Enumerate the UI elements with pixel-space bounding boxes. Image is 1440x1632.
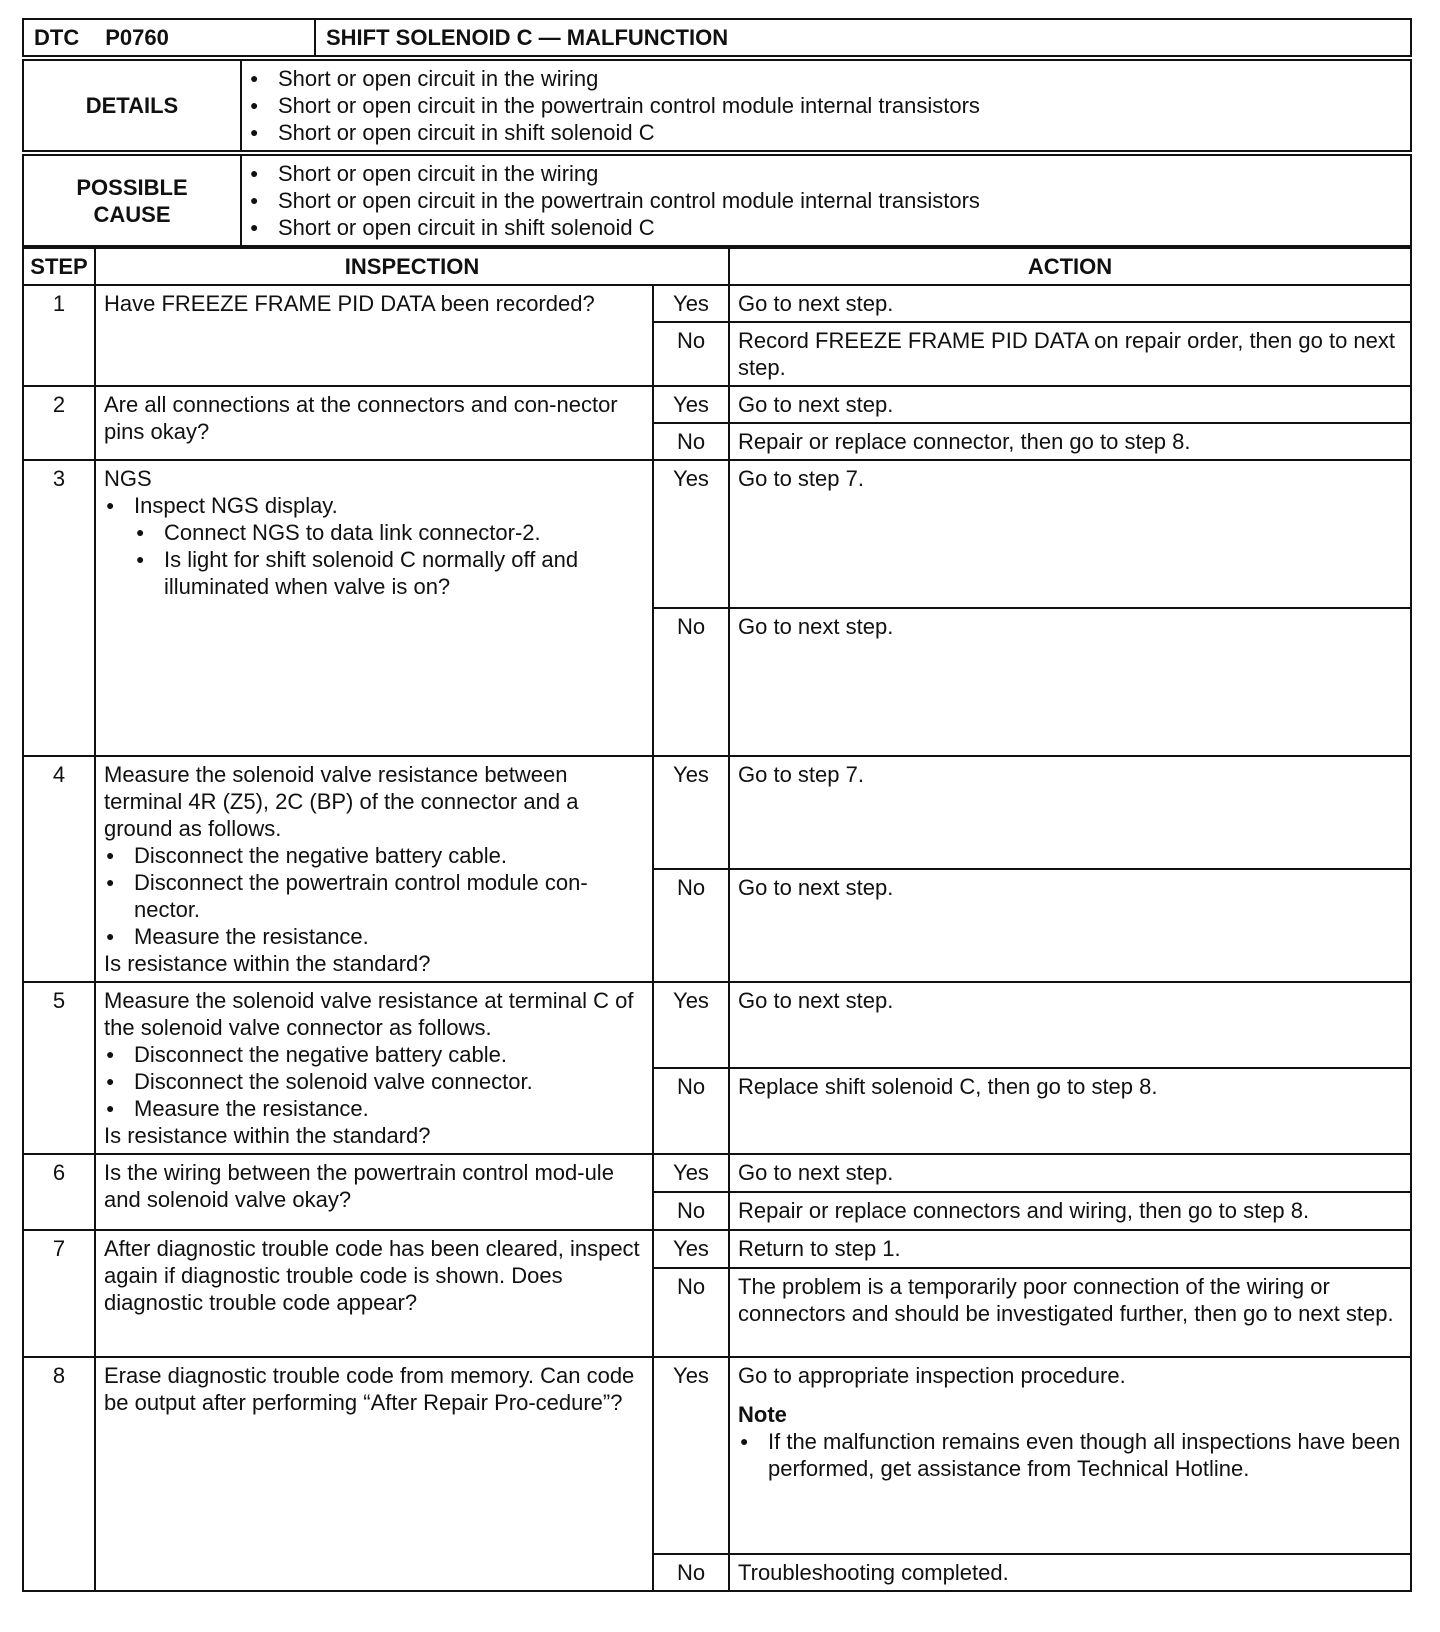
possible-cause-label: [23, 155, 241, 246]
step-number: 5: [23, 982, 95, 1154]
step-bullets: [104, 1041, 644, 1122]
step-sub-bullet: ● Is light for shift solenoid C normally off and illuminated when valve is on?: [164, 546, 644, 600]
no-action: The problem is a temporarily poor connection of the wiring or connectors and should be investigated further, then go to next step.: [729, 1268, 1411, 1357]
dtc-sheet: [22, 18, 1412, 1592]
possible-cause-list-cell: [241, 155, 1411, 246]
step-bullet: ● Disconnect the solenoid valve connector.: [134, 1068, 644, 1095]
step-number: 7: [23, 1230, 95, 1357]
step-intro: Measure the solenoid valve resistance at terminal C of the solenoid valve connector as follows.: [104, 988, 634, 1040]
no-label: No: [653, 1192, 729, 1230]
step-row: [23, 1230, 1411, 1268]
possible-cause-item: ● Short or open circuit in the wiring: [278, 160, 1402, 187]
yes-label: Yes: [653, 386, 729, 423]
no-label: No: [653, 608, 729, 756]
step-number: 1: [23, 285, 95, 386]
no-action: Repair or replace connector, then go to step 8.: [729, 423, 1411, 460]
step-bullet: ● Measure the resistance.: [134, 1095, 644, 1122]
step-row: [23, 460, 1411, 608]
step-inspection: Erase diagnostic trouble code from memory. Can code be output after performing “After Repair Pro-cedure”?: [95, 1357, 653, 1591]
yes-label: Yes: [653, 1230, 729, 1268]
no-label: No: [653, 322, 729, 386]
possible-cause-label-line2: CAUSE: [93, 201, 171, 227]
details-item: ● Short or open circuit in the wiring: [278, 65, 1402, 92]
inspection-table: [22, 247, 1412, 1592]
step-number: 4: [23, 756, 95, 982]
inspection-table-header: [23, 248, 1411, 285]
possible-cause-item: ● Short or open circuit in the powertrain control module internal transistors: [278, 187, 1402, 214]
dtc-cell: [23, 19, 315, 56]
details-table: [22, 59, 1412, 152]
step-bullet: ● Disconnect the powertrain control module con-nector.: [134, 869, 644, 923]
step-number: 8: [23, 1357, 95, 1591]
dtc-title: SHIFT SOLENOID C — MALFUNCTION: [315, 19, 1411, 56]
no-action: Record FREEZE FRAME PID DATA on repair order, then go to next step.: [729, 322, 1411, 386]
step-number: 3: [23, 460, 95, 756]
step-inspection: Have FREEZE FRAME PID DATA been recorded?: [95, 285, 653, 386]
step-sub-bullet: ● Connect NGS to data link connector-2.: [164, 519, 644, 546]
note-title: Note: [738, 1402, 787, 1427]
details-list: [250, 65, 1402, 146]
dtc-label: DTC: [34, 25, 80, 50]
yes-label: Yes: [653, 1357, 729, 1554]
no-action: Repair or replace connectors and wiring, then go to step 8.: [729, 1192, 1411, 1230]
yes-action: Go to next step.: [729, 982, 1411, 1068]
yes-label: Yes: [653, 285, 729, 322]
yes-action: Go to step 7.: [729, 460, 1411, 608]
header-table: [22, 18, 1412, 57]
step-inspection: [95, 756, 653, 982]
no-label: No: [653, 423, 729, 460]
step-bullet: ● Disconnect the negative battery cable.: [134, 842, 644, 869]
step-row: [23, 386, 1411, 423]
step-row: [23, 756, 1411, 869]
step-row: [23, 285, 1411, 322]
details-label: DETAILS: [23, 60, 241, 151]
yes-label: Yes: [653, 756, 729, 869]
step-bullet: ● Inspect NGS display.: [134, 492, 644, 519]
note-list: [738, 1428, 1402, 1482]
step-number: 2: [23, 386, 95, 460]
step-question: Is resistance within the standard?: [104, 1123, 431, 1148]
details-list-cell: [241, 60, 1411, 151]
step-row: [23, 982, 1411, 1068]
yes-action: Go to next step.: [729, 1154, 1411, 1192]
step-inspection: After diagnostic trouble code has been cleared, inspect again if diagnostic trouble code is shown. Does diagnostic trouble code appear?: [95, 1230, 653, 1357]
step-number: 6: [23, 1154, 95, 1230]
yes-action: Go to next step.: [729, 285, 1411, 322]
no-action: Replace shift solenoid C, then go to step 8.: [729, 1068, 1411, 1154]
step-inspection: Are all connections at the connectors and con-nector pins okay?: [95, 386, 653, 460]
step-sub-bullets: [134, 519, 644, 600]
yes-label: Yes: [653, 460, 729, 608]
col-step: STEP: [23, 248, 95, 285]
no-action: Go to next step.: [729, 608, 1411, 756]
step-intro: Measure the solenoid valve resistance between terminal 4R (Z5), 2C (BP) of the connector and a ground as follows.: [104, 762, 579, 841]
no-label: No: [653, 1554, 729, 1591]
details-item: ● Short or open circuit in the powertrain control module internal transistors: [278, 92, 1402, 119]
yes-action: Go to next step.: [729, 386, 1411, 423]
details-item: ● Short or open circuit in shift solenoid C: [278, 119, 1402, 146]
no-label: No: [653, 869, 729, 982]
no-label: No: [653, 1268, 729, 1357]
step-inspection: [95, 460, 653, 756]
possible-cause-label-line1: POSSIBLE: [76, 174, 188, 200]
yes-action: Go to step 7.: [729, 756, 1411, 869]
yes-action-cell: [729, 1357, 1411, 1554]
yes-label: Yes: [653, 982, 729, 1068]
yes-label: Yes: [653, 1154, 729, 1192]
step-inspection: [95, 982, 653, 1154]
yes-action: Go to appropriate inspection procedure.: [738, 1363, 1126, 1388]
step-question: Is resistance within the standard?: [104, 951, 431, 976]
step-row: [23, 1154, 1411, 1192]
step-title: NGS: [104, 466, 152, 491]
possible-cause-list: [250, 160, 1402, 241]
possible-cause-table: [22, 154, 1412, 247]
no-action: Go to next step.: [729, 869, 1411, 982]
possible-cause-item: ● Short or open circuit in shift solenoid C: [278, 214, 1402, 241]
step-bullets: [104, 492, 644, 519]
step-row: [23, 1357, 1411, 1554]
dtc-code: P0760: [105, 25, 169, 50]
no-action: Troubleshooting completed.: [729, 1554, 1411, 1591]
col-inspection: INSPECTION: [95, 248, 729, 285]
step-bullets: [104, 842, 644, 950]
note-item: ● If the malfunction remains even though all inspections have been performed, get assistance from Technical Hotline.: [768, 1428, 1402, 1482]
yes-action: Return to step 1.: [729, 1230, 1411, 1268]
step-bullet: ● Measure the resistance.: [134, 923, 644, 950]
step-inspection: Is the wiring between the powertrain control mod-ule and solenoid valve okay?: [95, 1154, 653, 1230]
no-label: No: [653, 1068, 729, 1154]
col-action: ACTION: [729, 248, 1411, 285]
step-bullet: ● Disconnect the negative battery cable.: [134, 1041, 644, 1068]
